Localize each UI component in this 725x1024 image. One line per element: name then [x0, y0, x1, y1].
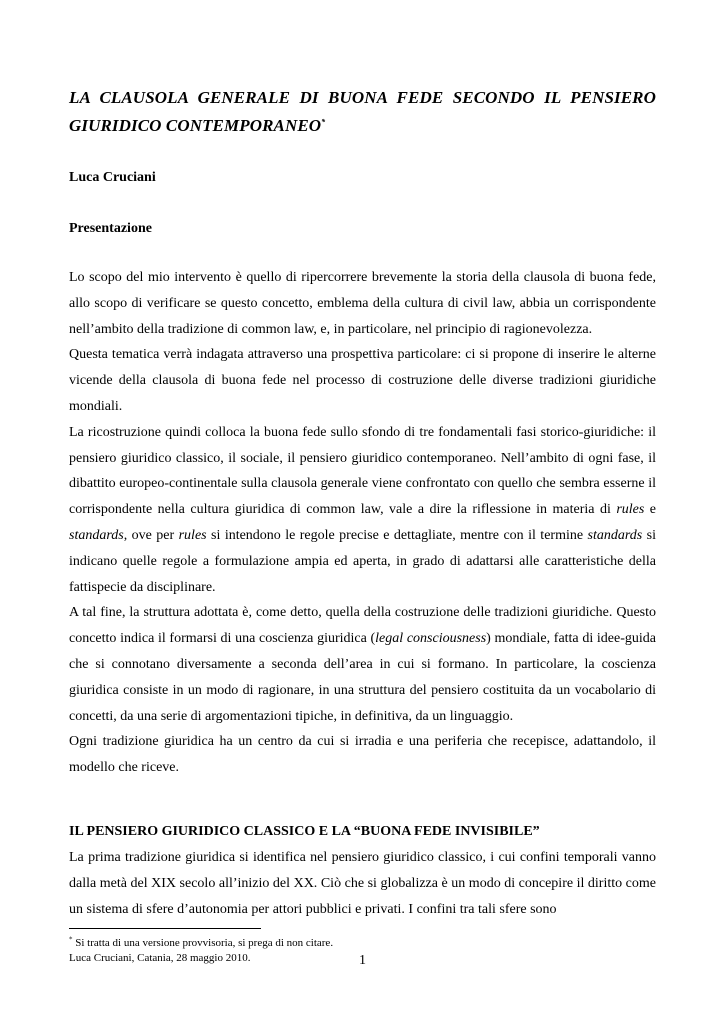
paper-title: [69, 84, 656, 140]
paragraph-3-text-d: si intendono le regole precise e dettagliate, mentre con il termine: [206, 527, 588, 543]
document-page: [69, 0, 656, 1024]
paragraph-3-text-b: e: [644, 502, 657, 518]
presentazione-body: [69, 265, 656, 781]
paragraph-1: Lo scopo del mio intervento è quello di ripercorrere brevemente la storia della clausola di buona fede, allo scopo di verificare se questo concetto, emblema della cultura di civil law, abbia un corrispondente nell’ambito della tradizione di common law, e, in particolare, nel principio di ragionevolezza.: [69, 270, 656, 337]
footnote-divider: [69, 928, 261, 929]
term-legal-consciousness: legal consciousness: [375, 631, 487, 647]
paper-title-text: LA CLAUSOLA GENERALE DI BUONA FEDE SECONDO IL PENSIERO GIURIDICO CONTEMPORANEO: [69, 88, 656, 135]
author-name: Luca Cruciani: [69, 170, 156, 185]
footnote: [69, 936, 333, 950]
paragraph-3-text-a: La ricostruzione quindi colloca la buona fede sullo sfondo di tre fondamentali fasi storico-giuridiche: il pensiero giuridico classico, il sociale, il pensiero giuridico contemporaneo. Nell’ambito di ogni fase, il dibattito europeo-continentale sulla clausola generale viene confrontato con quello che sembra esserne il corrispondente nella cultura giuridica di common law, vale a dire la riflessione in materia di: [69, 424, 656, 518]
term-standards: standards: [69, 527, 124, 543]
paragraph-4-text-a: A tal fine, la struttura adottata è, come detto, quella della costruzione delle tradizioni giuridiche. Questo concetto indica il formarsi di una coscienza giuridica (: [69, 605, 656, 647]
paragraph-6: La prima tradizione giuridica si identifica nel pensiero giuridico classico, i cui confini temporali vanno dalla metà del XIX secolo all’inizio del XX. Ciò che si globalizza è un modo di concepire il diritto come un sistema di sfere d’autonomia per attori pubblici e privati. I confini tra tali sfere sono: [69, 850, 656, 917]
term-rules: rules: [616, 502, 645, 518]
paragraph-4: [69, 600, 656, 729]
title-footnote-marker: *: [321, 117, 326, 127]
term-standards-2: standards: [587, 527, 643, 543]
paragraph-2: Questa tematica verrà indagata attraverso una prospettiva particolare: ci si propone di inserire le alterne vicende della clausola di buona fede nel processo di costruzione delle diverse tradizioni giuridiche mondiali.: [69, 347, 656, 414]
footer-author-date: Luca Cruciani, Catania, 28 maggio 2010.: [69, 952, 251, 964]
section-heading-pensiero-classico: IL PENSIERO GIURIDICO CLASSICO E LA “BUONA FEDE INVISIBILE”: [69, 824, 540, 839]
footnote-text: Si tratta di una versione provvisoria, si prega di non citare.: [72, 937, 334, 949]
term-rules-2: rules: [178, 527, 207, 543]
paragraph-3-text-c: , ove per: [123, 527, 179, 543]
pensiero-classico-body: [69, 845, 656, 922]
paragraph-5: Ogni tradizione giuridica ha un centro da cui si irradia e una periferia che recepisce, adattandolo, il modello che riceve.: [69, 734, 656, 776]
section-heading-presentazione: Presentazione: [69, 221, 152, 236]
paragraph-4-text-b: ) mondiale, fatta di idee-guida che si connotano diversamente a seconda dell’area in cui si formano. In particolare, la coscienza giuridica consiste in un modo di ragionare, in una struttura del pensiero costituita da un vocabolario di concetti, da una serie di argomentazioni tipiche, in definitiva, da un linguaggio.: [69, 631, 656, 724]
page-number: 1: [359, 953, 366, 968]
footnote-marker: *: [69, 935, 73, 944]
paragraph-3: [69, 420, 656, 601]
paragraph-3-text-e: si indicano quelle regole a formulazione ampia ed aperta, in grado di adattarsi alle caratteristiche della fattispecie da disciplinare.: [69, 527, 656, 595]
